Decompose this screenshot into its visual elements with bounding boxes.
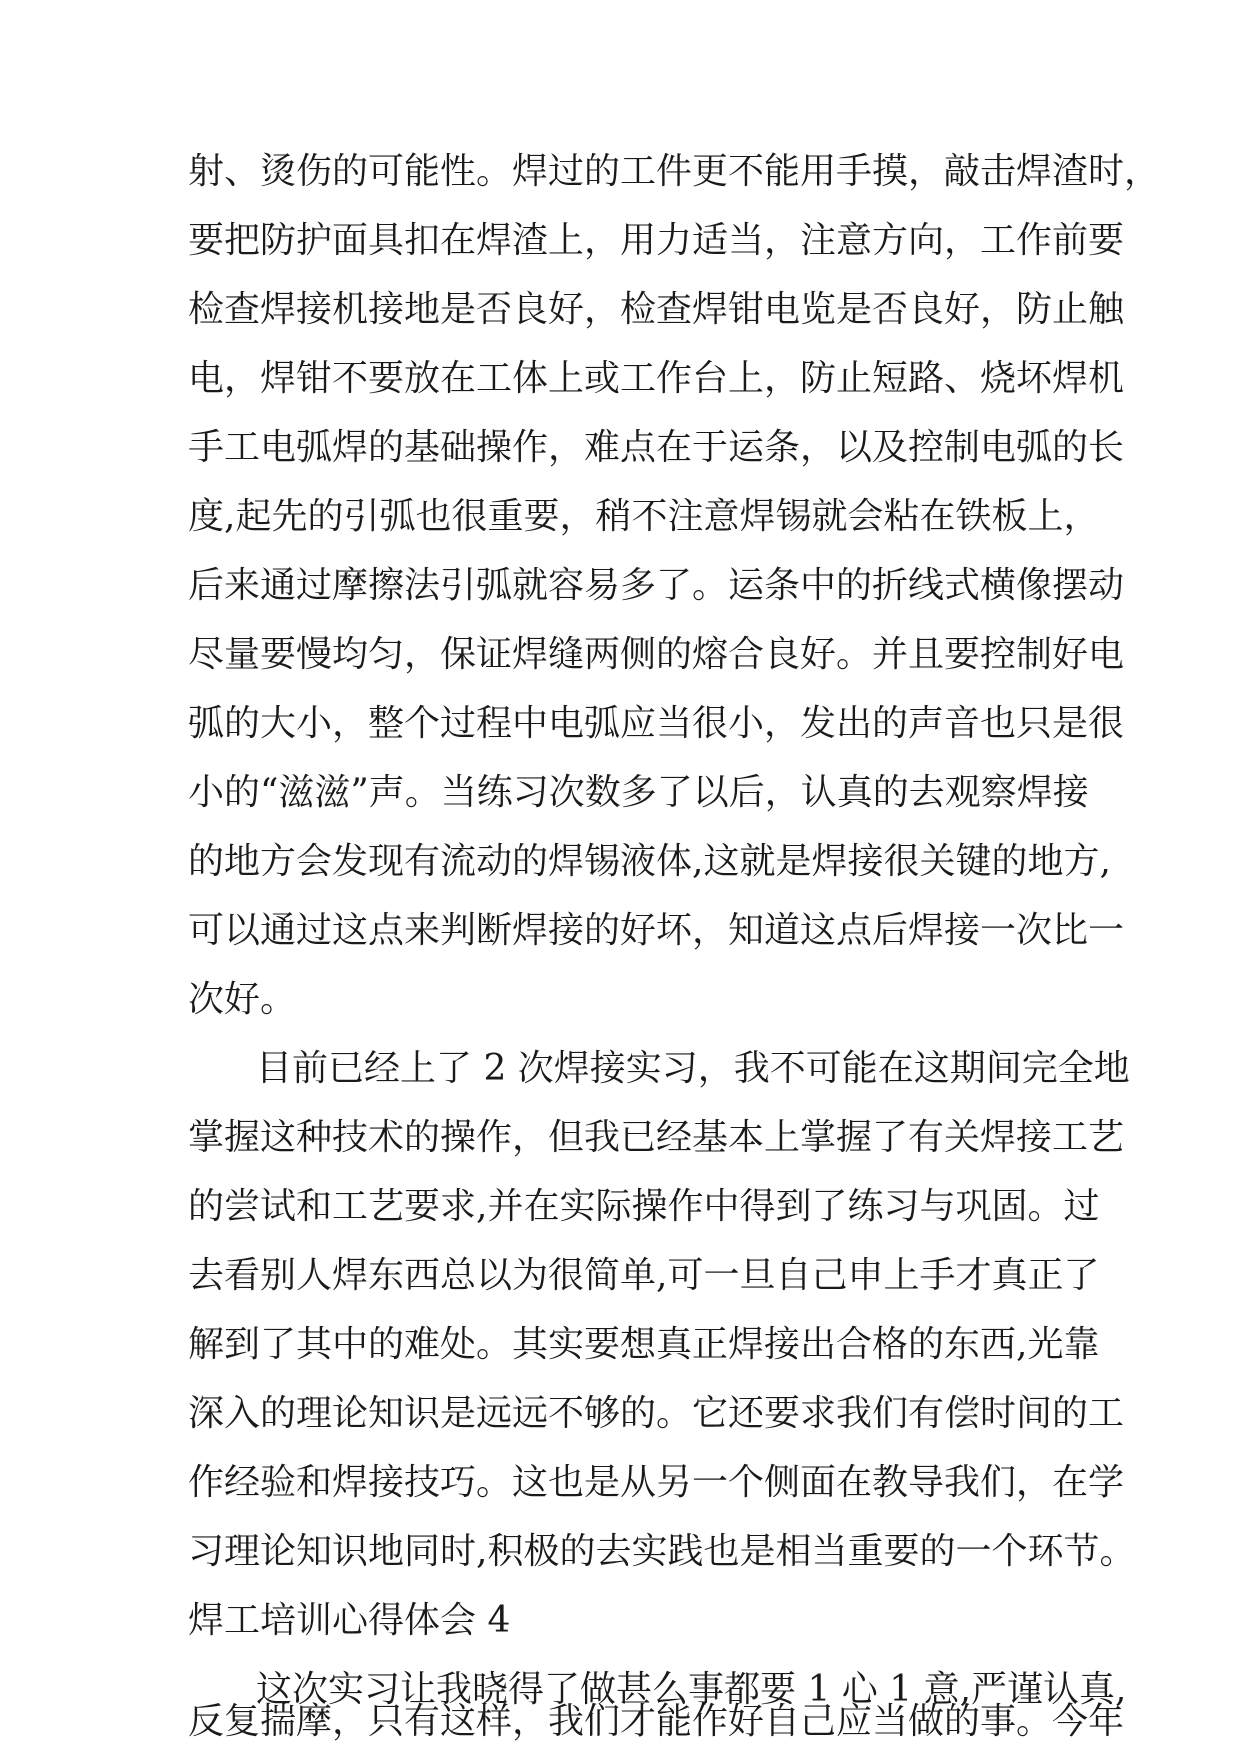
section-heading: 焊工培训心得体会 4 (188, 1600, 511, 1641)
text-line: 度,起先的引弧也很重要，稍不注意焊锡就会粘在铁板上， (188, 496, 1100, 537)
text-line: 深入的理论知识是远远不够的。它还要求我们有偿时间的工 (188, 1393, 1125, 1434)
text-line: 检查焊接机接地是否良好，检查焊钳电览是否良好，防止触 (188, 289, 1125, 330)
text-line: 弧的大小，整个过程中电弧应当很小，发出的声音也只是很 (188, 703, 1125, 744)
text-line: 后来通过摩擦法引弧就容易多了。运条中的折线式横像摆动 (188, 565, 1125, 606)
text-line: 电，焊钳不要放在工体上或工作台上，防止短路、烧坏焊机 (188, 358, 1125, 399)
text-line: 射、烫伤的可能性。焊过的工件更不能用手摸，敲击焊渣时， (188, 151, 1161, 192)
text-line: 反复揣摩，只有这样，我们才能作好自己应当做的事。今年 (188, 1701, 1125, 1742)
text-line: 作经验和焊接技巧。这也是从另一个侧面在教导我们，在学 (188, 1462, 1125, 1503)
text-line: 尽量要慢均匀，保证焊缝两侧的熔合良好。并且要控制好电 (188, 634, 1125, 675)
text-line: 目前已经上了 2 次焊接实习，我不可能在这期间完全地 (256, 1048, 1130, 1089)
text-line: 次好。 (188, 979, 297, 1020)
text-line: 去看别人焊东西总以为很简单,可一旦自己申上手才真正了 (188, 1255, 1100, 1296)
text-line: 要把防护面具扣在焊渣上，用力适当，注意方向，工作前要 (188, 220, 1125, 261)
text-line: 习理论知识地同时,积极的去实践也是相当重要的一个环节。 (188, 1531, 1136, 1572)
text-line: 解到了其中的难处。其实要想真正焊接出合格的东西,光靠 (188, 1324, 1100, 1365)
text-line: 可以通过这点来判断焊接的好坏，知道这点后焊接一次比一 (188, 910, 1125, 951)
text-line: 这次实习让我晓得了做甚么事都要 1 心 1 意,严谨认真, (256, 1669, 1127, 1710)
text-line: 的尝试和工艺要求,并在实际操作中得到了练习与巩固。过 (188, 1186, 1100, 1227)
text-line: 掌握这种技术的操作，但我已经基本上掌握了有关焊接工艺 (188, 1117, 1125, 1158)
text-line: 的地方会发现有流动的焊锡液体,这就是焊接很关键的地方, (188, 841, 1111, 882)
text-line: 手工电弧焊的基础操作，难点在于运条，以及控制电弧的长 (188, 427, 1125, 468)
text-line: 小的“滋滋”声。当练习次数多了以后，认真的去观察焊接 (188, 772, 1089, 813)
